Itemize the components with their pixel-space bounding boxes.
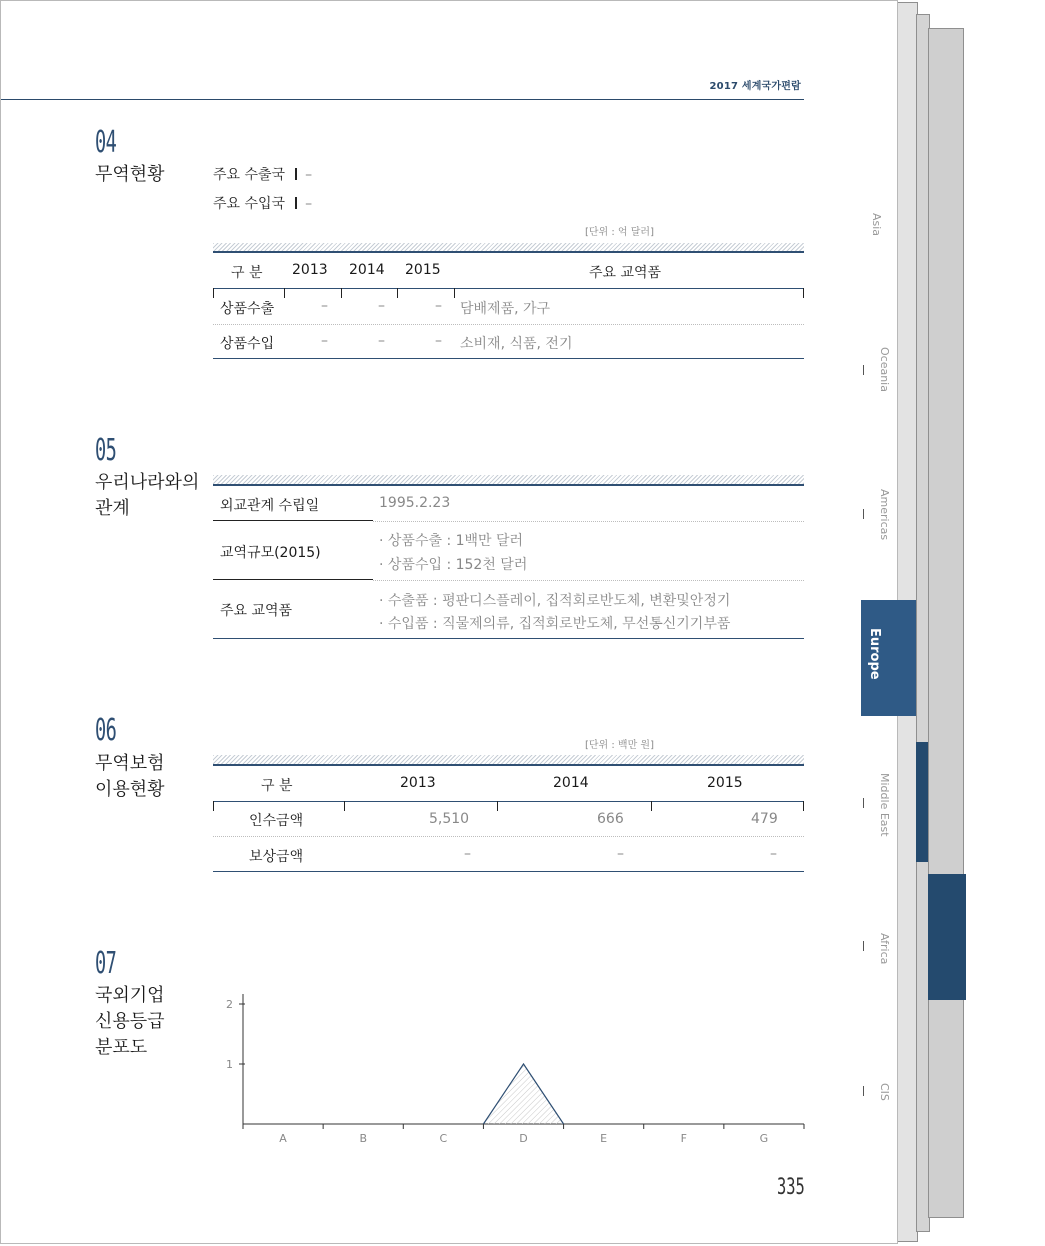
cell-2015: 479 bbox=[751, 811, 778, 827]
table-hatch-bar bbox=[213, 475, 804, 484]
row-label: 교역규모(2015) bbox=[220, 545, 321, 561]
x-tick-label: G bbox=[759, 1132, 769, 1145]
row-label: 보상금액 bbox=[249, 849, 304, 865]
x-tick-label: D bbox=[519, 1132, 528, 1145]
edge-tab-marker bbox=[928, 874, 966, 1000]
label-divider bbox=[213, 520, 373, 521]
title-line: 신용등급 bbox=[95, 1011, 165, 1032]
column-tick bbox=[497, 801, 498, 811]
row-divider bbox=[213, 324, 804, 325]
label-divider bbox=[213, 579, 373, 580]
page-edge bbox=[928, 28, 964, 1218]
y-tick-label: 1 bbox=[226, 1058, 233, 1071]
side-tab-middle-east[interactable]: Middle East bbox=[878, 773, 891, 837]
side-tab-marker bbox=[863, 365, 864, 375]
column-tick bbox=[397, 288, 398, 298]
column-tick bbox=[803, 288, 804, 298]
side-tab-marker bbox=[863, 509, 864, 519]
table-top-rule bbox=[213, 764, 804, 766]
credit-rating-chart bbox=[201, 981, 821, 1151]
column-tick bbox=[344, 801, 345, 811]
unit-label: [단위 : 억 달러] bbox=[584, 227, 654, 238]
table-header: 2014 bbox=[349, 262, 385, 278]
row-label: 주요 교역품 bbox=[220, 603, 293, 619]
header-divider bbox=[213, 801, 804, 802]
side-tab-oceania[interactable]: Oceania bbox=[878, 347, 891, 392]
table-header: 구 분 bbox=[231, 265, 263, 281]
cell-2014: – bbox=[378, 298, 385, 314]
cell-2015: – bbox=[435, 333, 442, 349]
section-number-05: 05 bbox=[95, 433, 117, 468]
title-line: 관계 bbox=[95, 498, 130, 519]
side-tab-americas[interactable]: Americas bbox=[878, 489, 891, 541]
table-header: 2015 bbox=[707, 775, 743, 791]
side-tab-africa[interactable]: Africa bbox=[878, 933, 891, 965]
row-value: 1995.2.23 bbox=[379, 495, 451, 511]
title-line: 무역보험 bbox=[95, 753, 165, 774]
cell-2013: 5,510 bbox=[429, 811, 470, 827]
row-label: 외교관계 수립일 bbox=[220, 498, 320, 514]
cell-2015: – bbox=[770, 846, 777, 862]
cell-2013: – bbox=[321, 333, 328, 349]
row-divider bbox=[373, 580, 804, 581]
row-value: · 수출품 : 평판디스플레이, 집적회로반도체, 변환및안정기 bbox=[379, 593, 731, 609]
main-import-label: 주요 수입국 bbox=[213, 196, 286, 212]
table-header: 구 분 bbox=[261, 778, 293, 794]
row-label: 상품수입 bbox=[220, 336, 275, 352]
main-export-countries bbox=[213, 164, 312, 184]
section-number-07: 07 bbox=[95, 946, 117, 981]
cell-2014: – bbox=[378, 333, 385, 349]
running-head: 2017 세계국가편람 bbox=[709, 81, 801, 92]
table-header: 2013 bbox=[400, 775, 436, 791]
x-tick-label: F bbox=[680, 1132, 687, 1145]
table-header: 주요 교역품 bbox=[589, 265, 662, 281]
column-tick bbox=[651, 801, 652, 811]
cell-2015: – bbox=[435, 298, 442, 314]
table-header: 2013 bbox=[292, 262, 328, 278]
row-label: 상품수출 bbox=[220, 301, 275, 317]
column-tick bbox=[341, 288, 342, 298]
separator-bar bbox=[295, 168, 297, 180]
main-export-value: – bbox=[305, 167, 313, 183]
header-rule bbox=[1, 99, 804, 100]
chart-marks bbox=[483, 1064, 563, 1124]
section-title-insurance bbox=[95, 751, 215, 803]
main-import-countries bbox=[213, 193, 312, 213]
section-title-relations bbox=[95, 470, 215, 522]
side-tab-marker bbox=[863, 798, 864, 808]
side-tab-cis[interactable]: CIS bbox=[878, 1083, 891, 1101]
row-divider bbox=[213, 836, 804, 837]
header-divider bbox=[213, 288, 804, 289]
main-import-value: – bbox=[305, 196, 313, 212]
side-tab-europe-label: Europe bbox=[867, 628, 882, 680]
row-value: · 수입품 : 직물제의류, 집적회로반도체, 무선통신기기부품 bbox=[379, 616, 731, 632]
column-tick bbox=[454, 288, 455, 298]
title-line: 우리나라와의 bbox=[95, 472, 200, 493]
side-tab-asia[interactable]: Asia bbox=[870, 213, 883, 237]
column-tick bbox=[213, 288, 214, 298]
row-label: 인수금액 bbox=[249, 813, 304, 829]
cell-2013: – bbox=[321, 298, 328, 314]
area-fill bbox=[483, 1064, 563, 1124]
column-tick bbox=[803, 801, 804, 811]
unit-label: [단위 : 백만 원] bbox=[584, 740, 654, 751]
side-tab-marker bbox=[863, 941, 864, 951]
cell-items: 소비재, 식품, 전기 bbox=[460, 336, 573, 352]
row-value: · 상품수출 : 1백만 달러 bbox=[379, 533, 524, 549]
page-number: 335 bbox=[777, 1175, 805, 1200]
main-export-label: 주요 수출국 bbox=[213, 167, 286, 183]
column-tick bbox=[284, 288, 285, 298]
side-tab-europe-active[interactable] bbox=[861, 600, 916, 716]
table-bottom-rule bbox=[213, 358, 804, 359]
table-top-rule bbox=[213, 484, 804, 486]
table-header: 2014 bbox=[553, 775, 589, 791]
section-title-trade: 무역현황 bbox=[95, 164, 165, 185]
row-value: · 상품수입 : 152천 달러 bbox=[379, 557, 528, 573]
cell-2014: – bbox=[617, 846, 624, 862]
table-header: 2015 bbox=[405, 262, 441, 278]
edge-tab-marker bbox=[916, 742, 928, 862]
y-tick-label: 2 bbox=[226, 998, 233, 1011]
table-bottom-rule bbox=[213, 871, 804, 872]
x-tick-label: C bbox=[439, 1132, 448, 1145]
title-line: 국외기업 bbox=[95, 985, 165, 1006]
cell-2013: – bbox=[464, 846, 471, 862]
x-tick-label: A bbox=[279, 1132, 287, 1145]
title-line: 분포도 bbox=[95, 1037, 148, 1058]
x-tick-label: E bbox=[600, 1132, 608, 1145]
cell-items: 담배제품, 가구 bbox=[460, 301, 551, 317]
row-divider bbox=[373, 521, 804, 522]
column-tick bbox=[213, 801, 214, 811]
table-hatch-bar bbox=[213, 755, 804, 764]
x-tick-label: B bbox=[359, 1132, 367, 1145]
separator-bar bbox=[295, 197, 297, 209]
title-line: 이용현황 bbox=[95, 779, 165, 800]
table-top-rule bbox=[213, 251, 804, 253]
section-number-04: 04 bbox=[95, 125, 117, 160]
table-bottom-rule bbox=[213, 638, 804, 639]
section-title-credit bbox=[95, 983, 215, 1061]
side-tab-marker bbox=[863, 1086, 864, 1096]
section-number-06: 06 bbox=[95, 713, 117, 748]
cell-2014: 666 bbox=[597, 811, 624, 827]
